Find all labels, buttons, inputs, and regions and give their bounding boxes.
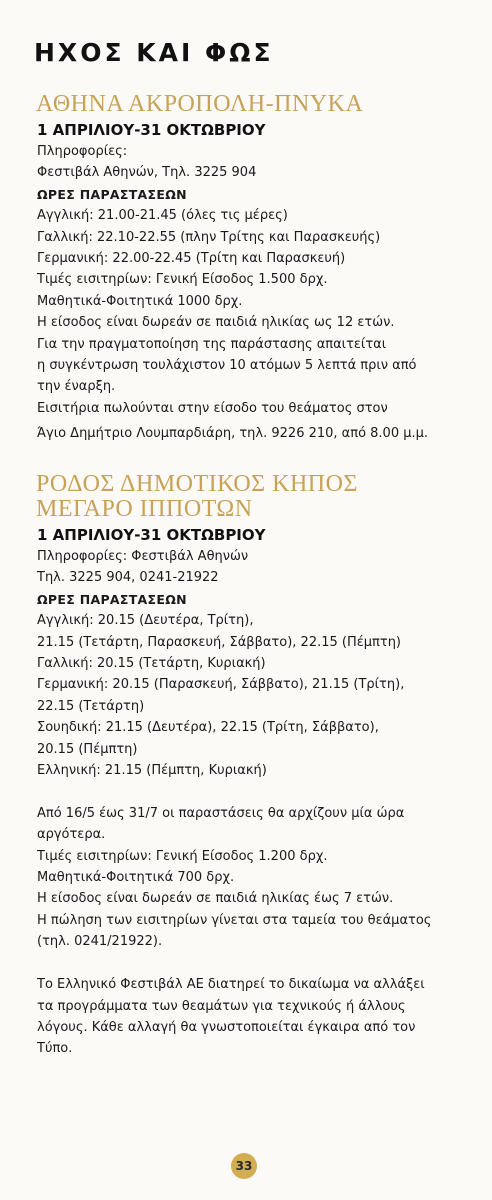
section-heading-athens: ΑΘΗΝΑ ΑΚΡΟΠΟΛΗ-ΠΝΥΚΑ (36, 91, 364, 117)
showtime-swedish-cont: 20.15 (Πέμπτη) (37, 741, 138, 757)
body-text-line: Άγιο Δημήτριο Λουμπαρδιάρη, τηλ. 9226 210, από 8.00 μ.μ. (37, 426, 429, 442)
showtime-french: Γαλλική: 20.15 (Τετάρτη, Κυριακή) (37, 656, 266, 672)
showtimes-heading: ΩΡΕΣ ΠΑΡΑΣΤΑΣΕΩΝ (37, 591, 187, 607)
spacer-line (37, 781, 477, 802)
showtime-german: Γερμανική: 20.15 (Παρασκευή, Σάββατο), 21.15 (Τρίτη), (37, 677, 405, 693)
showtime-english: Αγγλική: 20.15 (Δευτέρα, Τρίτη), (37, 613, 254, 629)
showtime-german-cont: 22.15 (Τετάρτη) (37, 698, 145, 714)
showtime-german: Γερμανική: 22.00-22.45 (Τρίτη και Παρασκευή) (37, 251, 346, 267)
showtime-greek: Ελληνική: 21.15 (Πέμπτη, Κυριακή) (37, 763, 267, 779)
section-body-rhodes (37, 546, 477, 1060)
spacer-line (37, 953, 477, 974)
ticket-price-student: Μαθητικά-Φοιτητικά 1000 δρχ. (37, 293, 243, 309)
showtime-english-cont: 21.15 (Τετάρτη, Παρασκευή, Σάββατο), 22.15 (Πέμπτη) (37, 634, 402, 650)
showtimes-heading: ΩΡΕΣ ΠΑΡΑΣΤΑΣΕΩΝ (37, 186, 187, 202)
section-body-athens (37, 141, 477, 445)
body-text-line: Για την πραγματοποίηση της παράστασης απαιτείται (37, 336, 387, 352)
info-contact: Τηλ. 3225 904, 0241-21922 (37, 570, 219, 586)
info-contact: Φεστιβάλ Αθηνών, Τηλ. 3225 904 (37, 165, 257, 181)
body-text-line: αργότερα. (37, 827, 106, 843)
section-heading-rhodes-line1: ΡΟΔΟΣ ΔΗΜΟΤΙΚΟΣ ΚΗΠΟΣ (36, 471, 358, 497)
body-text-line: Η πώληση των εισιτηρίων γίνεται στα ταμεία του θεάματος (37, 912, 432, 928)
free-entry-note: Η είσοδος είναι δωρεάν σε παιδιά ηλικίας ως 12 ετών. (37, 315, 395, 331)
free-entry-note: Η είσοδος είναι δωρεάν σε παιδιά ηλικίας έως 7 ετών. (37, 891, 394, 907)
info-label: Πληροφορίες: (37, 144, 128, 159)
page-title: ΗΧΟΣ ΚΑΙ ΦΩΣ (34, 38, 274, 67)
disclaimer-line: Τύπο. (37, 1041, 73, 1057)
ticket-price-general: Τιμές εισιτηρίων: Γενική Είσοδος 1.200 δρχ. (37, 848, 328, 864)
page-number-badge: 33 (231, 1153, 257, 1179)
body-text-line: η συγκέντρωση τουλάχιστον 10 ατόμων 5 λεπτά πριν από (37, 358, 417, 374)
disclaimer-line: λόγους. Κάθε αλλαγή θα γνωστοποιείται έγκαιρα από τον (37, 1019, 416, 1035)
showtime-french: Γαλλική: 22.10-22.55 (πλην Τρίτης και Παρασκευής) (37, 229, 381, 245)
ticket-price-student: Μαθητικά-Φοιτητικά 700 δρχ. (37, 870, 235, 886)
body-text-line: Εισιτήρια πωλούνται στην είσοδο του θεάματος στον (37, 400, 388, 416)
disclaimer-line: τα προγράμματα των θεαμάτων για τεχνικούς ή άλλους (37, 998, 406, 1014)
section-dates-athens: 1 ΑΠΡΙΛΙΟΥ-31 ΟΚΤΩΒΡΙΟΥ (37, 121, 266, 139)
section-dates-rhodes: 1 ΑΠΡΙΛΙΟΥ-31 ΟΚΤΩΒΡΙΟΥ (37, 526, 266, 544)
showtime-english: Αγγλική: 21.00-21.45 (όλες τις μέρες) (37, 208, 288, 224)
section-heading-rhodes-line2: ΜΕΓΑΡΟ ΙΠΠΟΤΩΝ (36, 496, 253, 522)
ticket-price-general: Τιμές εισιτηρίων: Γενική Είσοδος 1.500 δρχ. (37, 272, 328, 288)
body-text-line: την έναρξη. (37, 379, 116, 395)
body-text-line: (τηλ. 0241/21922). (37, 934, 163, 950)
body-text-line: Από 16/5 έως 31/7 οι παραστάσεις θα αρχίζουν μία ώρα (37, 805, 405, 821)
showtime-swedish: Σουηδική: 21.15 (Δευτέρα), 22.15 (Τρίτη, Σάββατο), (37, 720, 379, 736)
disclaimer-line: Το Ελληνικό Φεστιβάλ ΑΕ διατηρεί το δικαίωμα να αλλάξει (37, 977, 425, 993)
info-label: Πληροφορίες: Φεστιβάλ Αθηνών (37, 549, 249, 564)
